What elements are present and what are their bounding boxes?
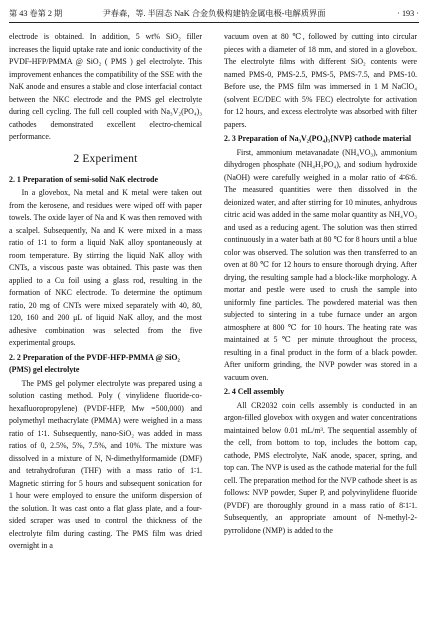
section-title-experiment: 2 Experiment [73, 152, 138, 165]
running-title: 尹春森，等. 半固态 NaK 合金负极构建钠金属电极-电解质界面 [102, 9, 326, 18]
subsection-2-4-title: 2. 4 Cell assembly [224, 387, 285, 396]
subsection-2-2-continued: vacuum oven at 80 ℃, followed by cutting into circular pieces with a diameter of 18 mm, and stored in a glovebox. The electrolyte films with different SiO₂ contents were named PMS-0, PMS-2.5, PMS-5, PMS-7.5, and PMS-10. Before use, the PMS film was immersed in 1 M NaClO₄ (solvent EC/DEC with 5% FEC) electrolyte for activation for 12 hours, and excess electrolyte was absorbed with filter papers. [224, 32, 417, 129]
subsection-2-4-text: All CR2032 coin cells assembly is conducted in an argon-filled glovebox with oxygen and water concentrations maintained below 0.01 mL/m³. The sequential assembly of the cell, from bottom to top, includes the bottom cap, cathode, PMS electrolyte, NaK anode, spacer, spring, and top can. The NVP is used as the cathode material for the full cell. The preparation method for the NVP cathode sheet is as follows: NVP powder, Super P, and polyvinylidene fluoride (PVDF) are thoroughly ground in a mass ratio of 8∶1∶1. Subsequently, an appropriate amount of N-methyl-2-pyrrolidone (NMP) is added to the [224, 400, 417, 535]
intro-paragraph: electrode is obtained. In addition, 5 wt% SiO₂ filler increases the liquid uptake rate and ionic conductivity of the PVDF-HFP/PMMA @ SiO₂ ( PMS ) gel electrolyte. This improvement enhances the compatibility of the SSE with the NaK anode and ensures a stable and close interfacial contact between the NKC electrode and the PMS gel electrolyte during cell cycling. The full cell coupled with Na₃V₂(PO₄)₃ cathodes demonstrated excellent electro-chemical performance. [9, 32, 202, 141]
subsection-2-1-text: In a glovebox, Na metal and K metal were taken out from the kerosene, and residues were wiped off with paper towels. The oxide layer of Na and K was then removed with a scalpel. Subsequently, Na and K were mixed in a mass ratio of 1∶1 to form a liquid NaK alloy spontaneously at room temperature. By stirring the liquid NaK alloy with CNTs, a viscous paste was obtained. This paste was then applied to a Cu foil using a glass rod, resulting in the formation of NKC electrode. To determine the optimum ratio, 20 mg of CNTs were mixed separately with 40, 80, 120, 160 and 200 μL of liquid NaK alloy, and the most adhesive combination was selected from the five experimental groups. [9, 188, 202, 347]
subsection-2-3-title: 2. 3 Preparation of Na₃V₂(PO₄)₃{NVP} cathode material [224, 134, 412, 143]
subsection-2-2-title: 2. 2 Preparation of the PVDF-HFP-PMMA @ SiO₂ (PMS) gel electrolyte [9, 352, 180, 374]
journal-volume: 第 43 卷第 2 期 [9, 9, 63, 18]
header-rule [9, 22, 419, 23]
subsection-2-2-text: The PMS gel polymer electrolyte was prepared using a solution casting method. Poly ( vinylidene fluoride-co-hexafluoropropylene) (PVDF-HFP, Mw =500,000) and polymethyl methacrylate (PMMA) were weighed in a mass ratio of 1∶1. Subsequently, nano-SiO₂ was added in mass ratios of 0, 2.5%, 5%, 7.5%, and 10%. The mixture was dissolved in a mixture of N, N-dimethylformamide (DMF) and tetrahydrofuran (THF) with a mass ratio of 1∶1. Magnetic stirring for 5 hours and subsequent sonication for 1 hour were employed to ensure the uniform dispersion of the solution. It was cast onto a flat glass plate, and a four-sided scraper was used to control the thickness of the electrolyte film during casting. The PMS film was dried overnight in a [9, 378, 202, 550]
subsection-2-3-text: First, ammonium metavanadate (NH₄VO₃), ammonium dihydrogen phosphate (NH₄H₂PO₄), and sodium hydroxide (NaOH) were carefully weighed in a molar ratio of 4∶6∶6. The measured quantities were then dissolved in the deionized water, and after stirring for 10 minutes, anhydrous citric acid was added in the same molar quantity as NH₄VO₃ and used as a reducing agent. The solution was then stirred continuously in a water bath at 80 ℃ for 8 hours until a blue color was observed. The solution was then transferred to an oven at 80 ℃ for 12 hours to ensure thorough drying. After drying, the resulting sample had a block-like morphology. A mortar and pestle were used to crush the sample into uniformly fine particles. The powdered material was then subjected to sintering in a tube furnace under an argon atmosphere at 800 ℃ for 10 hours. The heating rate was maintained at 5 ℃ per minute throughout the process, resulting in a final product in the form of a black powder. After uniform grinding, the NVP powder was stored in a vacuum oven. [224, 147, 417, 382]
right-column [224, 31, 417, 619]
subsection-2-1-title: 2. 1 Preparation of semi-solid NaK electrode [9, 174, 158, 184]
page-number: · 193 · [397, 9, 419, 18]
left-column [9, 31, 202, 619]
running-header [9, 6, 419, 21]
